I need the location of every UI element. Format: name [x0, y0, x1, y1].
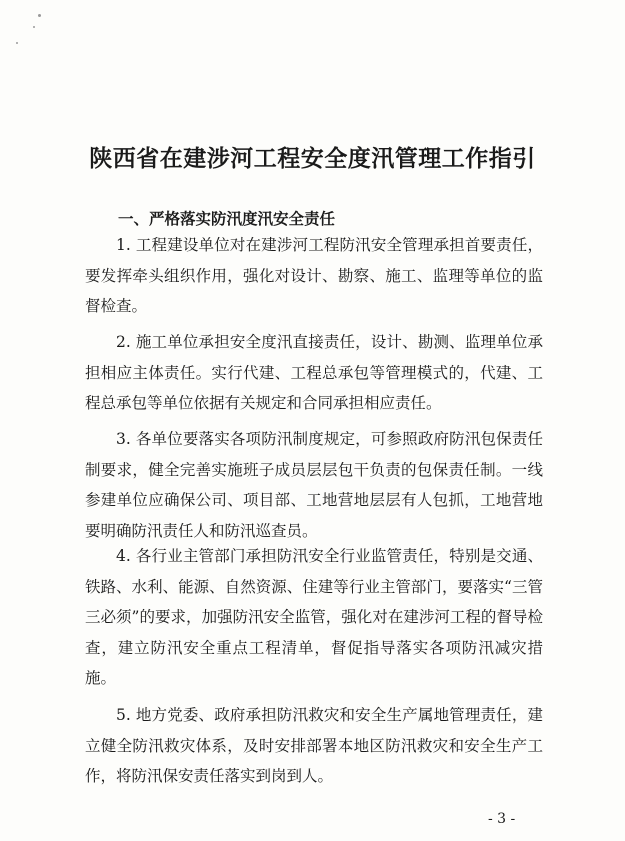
paragraph-3: 3. 各单位要落实各项防汛制度规定，可参照政府防汛包保责任制要求，健全完善实施班子成员层层包干负责的包保责任制。一线参建单位应确保公司、项目部、工地营地层层有人包抓，工地营地要明确防汛责任人和防汛巡查员。: [85, 430, 543, 540]
paragraph-4: 4. 各行业主管部门承担防汛安全行业监管责任，特别是交通、铁路、水利、能源、自然资源、住建等行业主管部门，要落实“三管三必须”的要求，加强防汛安全监管，强化对在建涉河工程的督导检查，建立防汛安全重点工程清单，督促指导落实各项防汛减灾措施。: [85, 547, 543, 687]
scan-speck: [16, 42, 18, 44]
scan-speck: [33, 26, 35, 28]
paragraph-1: 1. 工程建设单位对在建涉河工程防汛安全管理承担首要责任，要发挥牵头组织作用，强化对设计、勘察、施工、监理等单位的监督检查。: [85, 236, 543, 315]
page-number: - 3 -: [488, 811, 516, 827]
section-heading: 一、严格落实防汛度汛安全责任: [118, 209, 336, 228]
scan-speck: [38, 14, 41, 17]
document-title: 陕西省在建涉河工程安全度汛管理工作指引: [89, 145, 536, 172]
paragraph-5: 5. 地方党委、政府承担防汛救灾和安全生产属地管理责任，建立健全防汛救灾体系，及时安排部署本地区防汛救灾和安全生产工作，将防汛保安责任落实到岗到人。: [85, 706, 543, 785]
paragraph-2: 2. 施工单位承担安全度汛直接责任，设计、勘测、监理单位承担相应主体责任。实行代建、工程总承包等管理模式的，代建、工程总承包等单位依据有关规定和合同承担相应责任。: [85, 333, 543, 412]
